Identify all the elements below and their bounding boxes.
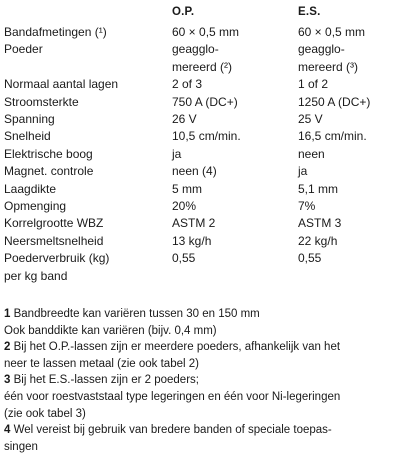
footnote-line <box>4 323 396 340</box>
es-value: neen <box>298 146 325 161</box>
es-value: 7% <box>298 199 316 213</box>
row-label: Snelheid <box>4 129 51 144</box>
op-value: 0,55 <box>172 251 196 266</box>
op-value: neen (4) <box>172 164 217 179</box>
es-value: 16,5 cm/min. <box>298 129 367 144</box>
row-label: Spanning <box>4 112 55 126</box>
table-row <box>0 233 400 250</box>
footnote-text: één voor roestvaststaal type legeringen en één voor Ni-legeringen <box>4 390 341 403</box>
table-row <box>0 250 400 267</box>
row-label: Bandafmetingen (¹) <box>4 25 107 39</box>
row-label: Poeder <box>4 42 43 57</box>
footnote-line <box>4 306 396 323</box>
row-label: Laagdikte <box>4 181 57 196</box>
es-value: ja <box>298 164 308 179</box>
es-value: 60 × 0,5 mm <box>298 25 366 39</box>
row-label: Elektrische boog <box>4 146 93 161</box>
row-label: Neersmeltsnelheid <box>4 233 104 248</box>
op-value: ja <box>172 146 182 161</box>
row-label: Magnet. controle <box>4 164 94 179</box>
row-label: Stroomsterkte <box>4 94 79 109</box>
row-label: Opmenging <box>4 199 67 213</box>
row-label: Normaal aantal lagen <box>4 77 119 92</box>
footnote-text: Bandbreedte kan variëren tussen 30 en 150 mm <box>13 308 260 320</box>
op-value: 2 of 3 <box>172 77 203 92</box>
table-row <box>0 146 400 163</box>
op-value: mereerd (²) <box>172 59 233 74</box>
footnote-line <box>4 439 396 456</box>
footnote-text: singen <box>4 440 38 453</box>
op-value: 20% <box>172 199 197 213</box>
footnote-line <box>4 356 396 373</box>
table-row <box>0 198 400 215</box>
es-value: geagglo- <box>298 42 345 57</box>
footnote-text: (zie ook tabel 3) <box>4 407 86 420</box>
footnote-number: 3 <box>4 374 11 387</box>
footnote-number: 2 <box>4 341 11 354</box>
table-row <box>0 94 400 111</box>
es-value: 1 of 2 <box>298 77 329 92</box>
op-value: 26 V <box>172 112 197 126</box>
footnote-number: 1 <box>4 308 11 320</box>
footnote-line <box>4 422 396 439</box>
footnote-line <box>4 339 396 356</box>
column-header-es: E.S. <box>298 6 321 18</box>
footnote-text: Bij het O.P.-lassen zijn er meerdere poeders, afhankelijk van het <box>13 341 341 354</box>
footnote-line <box>4 406 396 423</box>
table-row <box>0 111 400 128</box>
footnote-line <box>4 372 396 389</box>
table-row <box>0 268 400 285</box>
footnote-number: 4 <box>4 424 11 437</box>
table-row <box>0 59 400 76</box>
table-row <box>0 181 400 198</box>
op-value: 5 mm <box>172 181 202 196</box>
op-value: 10,5 cm/min. <box>172 129 241 144</box>
footnote-text: neer te lassen metaal (zie ook tabel 2) <box>4 357 199 370</box>
es-value: mereerd (³) <box>298 59 359 74</box>
footnote-text: Wel vereist bij gebruik van bredere banden of speciale toepas- <box>13 424 332 437</box>
op-value: 13 kg/h <box>172 233 212 248</box>
es-value: 1250 A (DC+) <box>298 94 371 109</box>
op-value: geagglo- <box>172 42 219 57</box>
table-row <box>0 163 400 180</box>
row-label: Poederverbruik (kg) <box>4 251 110 266</box>
table-row <box>0 76 400 93</box>
es-value: 0,55 <box>298 251 322 266</box>
es-value: ASTM 3 <box>298 216 342 231</box>
op-value: 60 × 0,5 mm <box>172 25 240 39</box>
footnote-line <box>4 389 396 406</box>
column-header-op: O.P. <box>172 6 195 18</box>
footnotes <box>4 306 396 455</box>
table-row <box>0 41 400 58</box>
op-value: 750 A (DC+) <box>172 94 238 109</box>
table-row <box>0 128 400 145</box>
es-value: 5,1 mm <box>298 181 339 196</box>
row-label: Korrelgrootte WBZ <box>4 216 104 231</box>
row-label: per kg band <box>4 268 68 283</box>
table-row <box>0 24 400 41</box>
table-row <box>0 215 400 232</box>
footnote-text: Bij het E.S.-lassen zijn er 2 poeders; <box>13 374 199 387</box>
es-value: 25 V <box>298 112 323 126</box>
op-value: ASTM 2 <box>172 216 216 231</box>
footnote-text: Ook banddikte kan variëren (bijv. 0,4 mm) <box>4 324 217 337</box>
es-value: 22 kg/h <box>298 233 338 248</box>
